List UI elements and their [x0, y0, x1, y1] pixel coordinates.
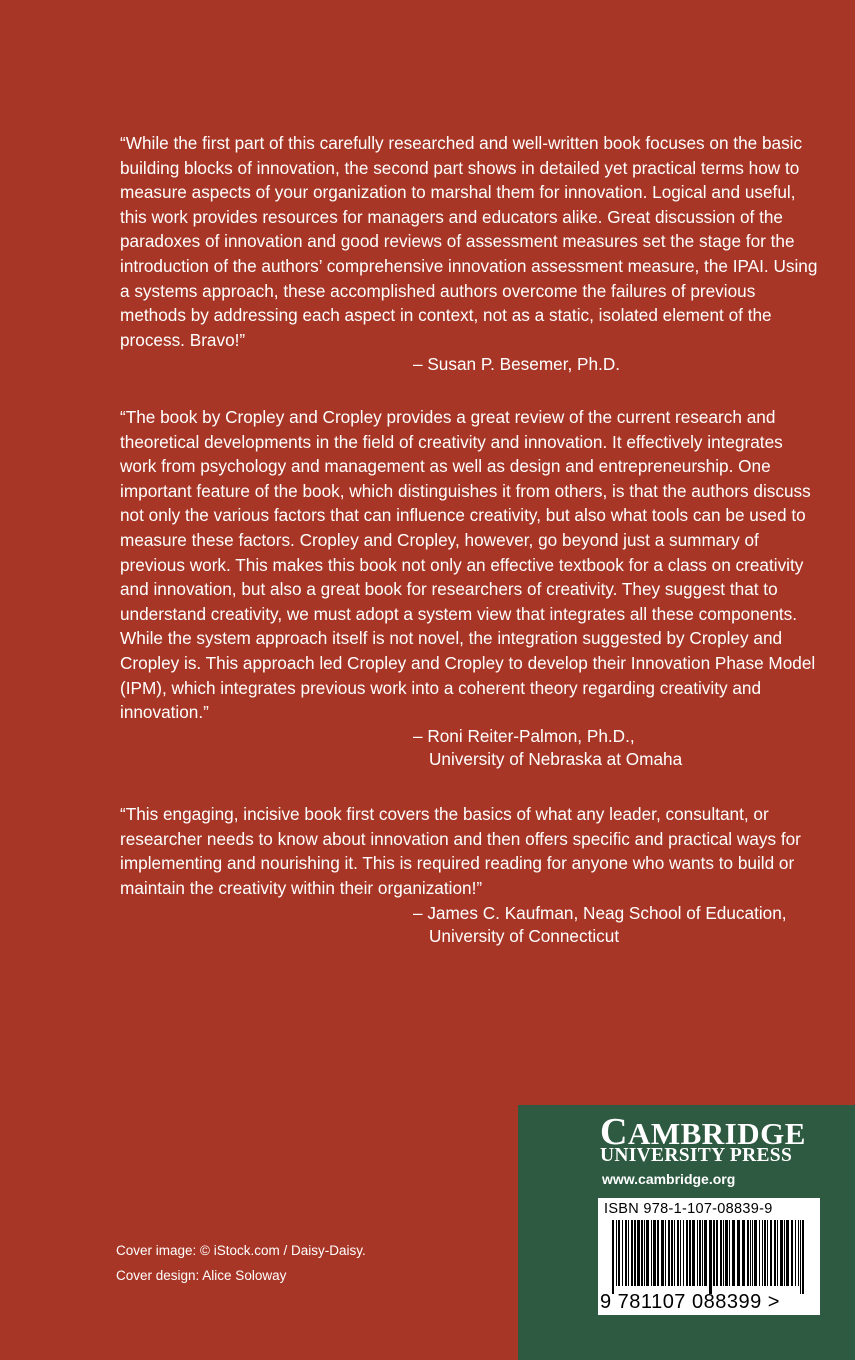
barcode-bar	[644, 1220, 645, 1286]
barcode-bar	[732, 1220, 735, 1286]
barcode-bar	[795, 1220, 796, 1286]
barcode-bar	[699, 1220, 701, 1286]
quote-text: “The book by Cropley and Cropley provides a great review of the current research and theoretical developments in the field of creativity and innovation. It effectively integrates work from psychology and management as well as design and entrepreneurship. One important feature of the book, which distinguishes it from others, is that the authors discuss not only the various factors that can influence creativity, but also what tools can be used to measure these factors. Cropley and Cropley, however, go beyond just a summary of previous work. This makes this book not only an effective textbook for a class on creativity and innovation, but also a great book for researchers of creativity. They suggest that to understand creativity, we must adopt a system view that integrates all these components. While the system approach itself is not novel, the integration suggested by Cropley and Cropley is. This approach led Cropley and Cropley to develop their Innovation Phase Model (IPM), which integrates previous work into a coherent theory regarding creativity and innovation.”	[120, 407, 816, 723]
attribution-line: University of Connecticut	[429, 925, 620, 946]
quote-kaufman	[120, 802, 820, 900]
barcode-bar	[677, 1220, 679, 1286]
barcode-bar	[774, 1220, 776, 1286]
barcode-bar	[729, 1220, 730, 1286]
publisher-initial: C	[600, 1111, 628, 1153]
barcode-bar	[686, 1220, 688, 1286]
publisher-name-rest: AMBRIDGE	[627, 1116, 806, 1151]
barcode-bar	[646, 1220, 649, 1286]
barcode-bar	[747, 1220, 749, 1286]
barcode-bar	[759, 1220, 760, 1286]
barcode-bar	[767, 1220, 768, 1286]
barcode-bar	[754, 1220, 757, 1286]
cover-design-credit: Cover design: Alice Soloway	[116, 1268, 287, 1283]
barcode-bar	[709, 1220, 712, 1294]
barcode-bar	[750, 1220, 751, 1286]
barcode-bar	[692, 1220, 695, 1286]
barcode-bar	[784, 1220, 785, 1286]
barcode-bar	[770, 1220, 772, 1286]
barcode-bar	[657, 1220, 659, 1286]
barcode-bar	[716, 1220, 718, 1286]
attribution-line: University of Nebraska at Omaha	[429, 748, 683, 769]
barcode-bar	[791, 1220, 793, 1286]
barcode-bar	[780, 1220, 783, 1286]
barcode-digits: 9 781107 088399 >	[600, 1291, 780, 1313]
barcode-bar	[653, 1220, 656, 1286]
quote-besemer	[120, 131, 820, 352]
barcode-bar	[720, 1220, 722, 1286]
barcode-bar	[661, 1220, 664, 1286]
isbn-label: ISBN 978-1-107-08839-9	[604, 1201, 773, 1217]
barcode-bar	[668, 1220, 670, 1286]
cover-image-credit: Cover image: © iStock.com / Daisy-Daisy.	[116, 1243, 366, 1258]
attribution-kaufman	[413, 902, 787, 947]
barcode-bar	[798, 1220, 799, 1286]
barcode-bar	[637, 1220, 640, 1286]
barcode-bar	[689, 1220, 691, 1286]
barcode-bar	[702, 1220, 703, 1286]
barcode-bar	[704, 1220, 707, 1286]
barcode-bar	[634, 1220, 636, 1286]
barcode-bar	[723, 1220, 724, 1286]
barcode-bar	[764, 1220, 766, 1286]
barcode-bar	[641, 1220, 643, 1286]
publisher-press: UNIVERSITY PRESS	[600, 1145, 793, 1166]
quote-text: “This engaging, incisive book first covers the basics of what any leader, consultant, or researcher needs to know about innovation and then offers specific and practical ways for implementing and nourishing it. This is required reading for anyone who wants to build or maintain the creativity within their organization!”	[120, 804, 801, 898]
barcode-bar	[680, 1220, 681, 1286]
barcode-bar	[737, 1220, 740, 1286]
barcode-bar	[752, 1220, 753, 1286]
barcode-bar	[625, 1220, 627, 1286]
barcode-bar	[665, 1220, 666, 1286]
barcode-bar	[674, 1220, 675, 1286]
quote-reiter-palmon	[120, 405, 820, 725]
barcode-bar	[800, 1220, 801, 1294]
barcode-bar	[651, 1220, 652, 1286]
barcode-bars	[612, 1220, 808, 1294]
barcode-bar	[622, 1220, 623, 1286]
barcode-bar	[628, 1220, 629, 1286]
barcode	[598, 1198, 820, 1315]
barcode-bar	[683, 1220, 684, 1286]
barcode-bar	[697, 1220, 698, 1286]
attribution-besemer	[413, 353, 620, 376]
barcode-bar	[786, 1220, 789, 1286]
attribution-line: – Roni Reiter-Palmon, Ph.D.,	[413, 726, 635, 746]
barcode-bar	[742, 1220, 745, 1286]
barcode-bar	[762, 1220, 763, 1286]
attribution-reiter-palmon	[413, 725, 682, 770]
attribution-line: – Susan P. Besemer, Ph.D.	[413, 354, 621, 374]
barcode-bar	[802, 1220, 804, 1294]
barcode-bar	[616, 1220, 617, 1286]
barcode-bar	[631, 1220, 633, 1286]
publisher-url[interactable]: www.cambridge.org	[602, 1171, 736, 1187]
barcode-bar	[671, 1220, 673, 1286]
barcode-bar	[612, 1220, 614, 1294]
quote-text: “While the first part of this carefully researched and well-written book focuses on the basic building blocks of innovation, the second part shows in detailed yet practical terms how to measure aspects of your organization to marshal them for innovation. Logical and useful, this work provides resources for managers and educators alike. Great discussion of the paradoxes of innovation and good reviews of assessment measures set the stage for the introduction of the authors’ comprehensive innovation assessment measure, the IPAI. Using a systems approach, these accomplished authors overcome the failures of previous methods by addressing each aspect in context, not as a static, isolated element of the process. Bravo!”	[120, 133, 818, 350]
barcode-bar	[725, 1220, 728, 1286]
barcode-bar	[618, 1220, 620, 1286]
barcode-bar	[713, 1220, 715, 1286]
barcode-bar	[777, 1220, 778, 1286]
cover-credits	[116, 1238, 366, 1288]
attribution-line: – James C. Kaufman, Neag School of Education,	[413, 903, 787, 923]
